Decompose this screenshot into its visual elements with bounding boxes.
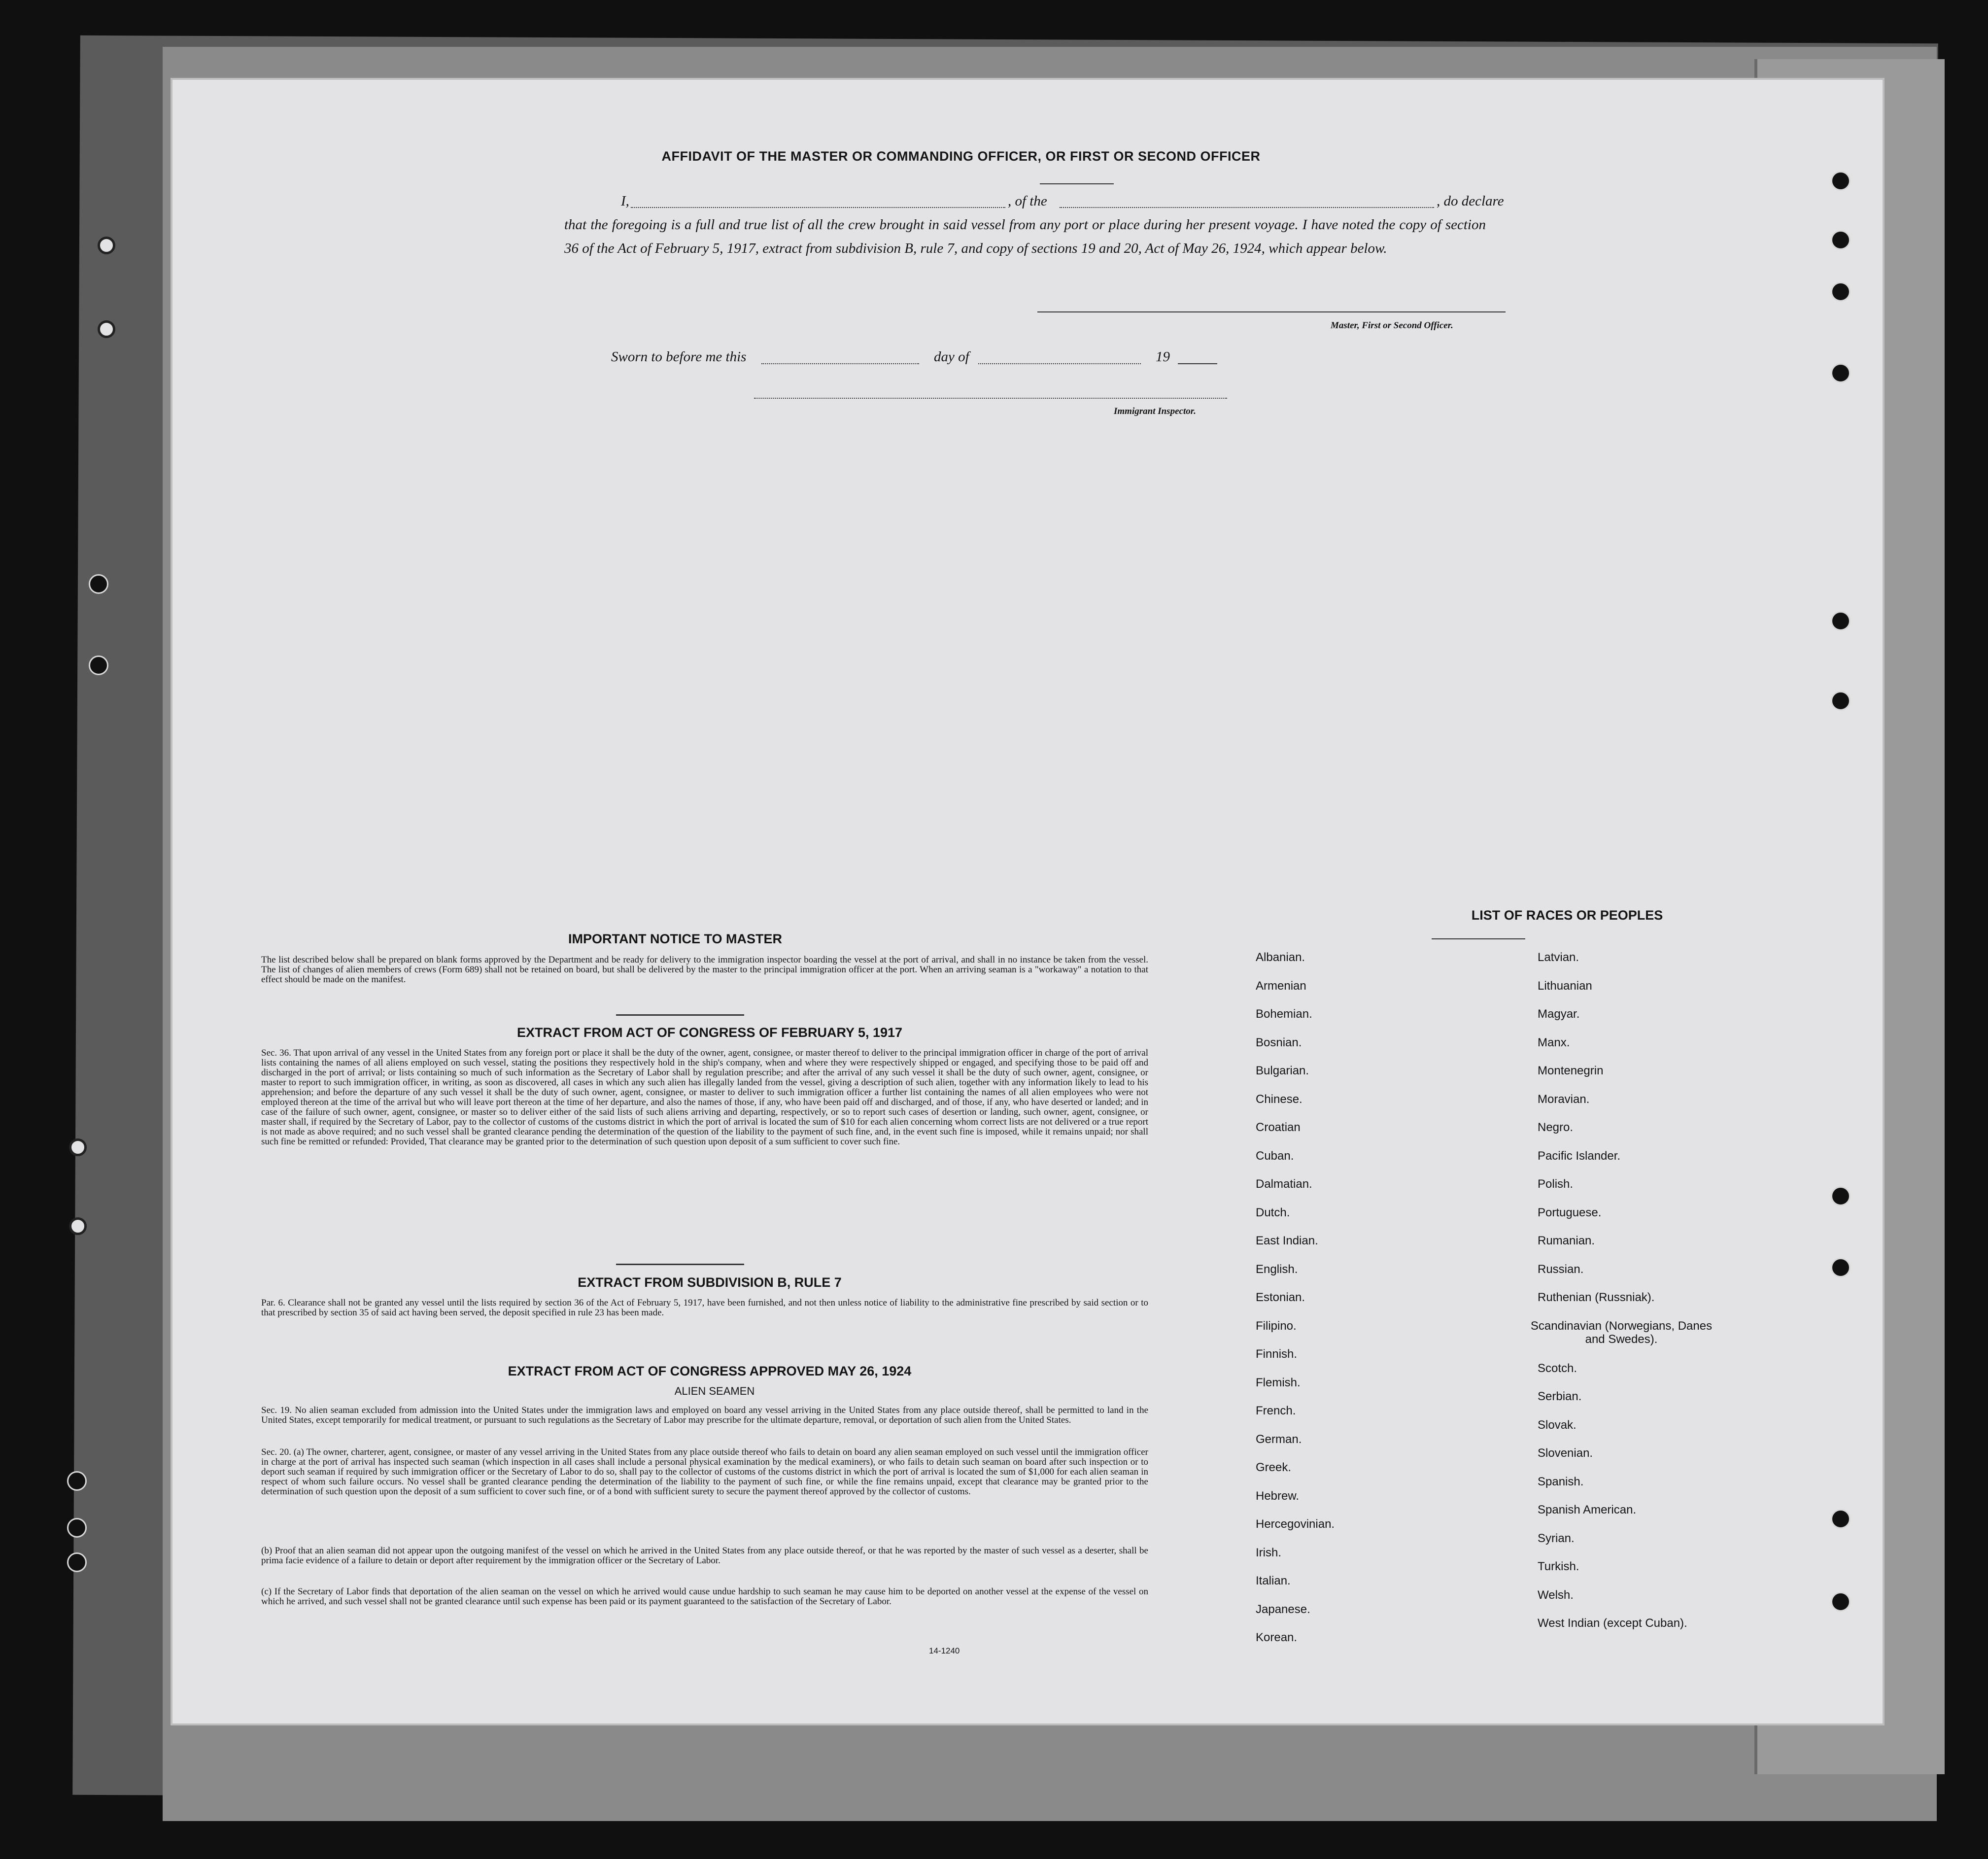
race-item: Croatian <box>1256 1121 1301 1134</box>
binder-hole <box>1831 1258 1851 1277</box>
race-item: Manx. <box>1538 1035 1570 1049</box>
binder-hole <box>98 237 115 254</box>
race-item: Welsh. <box>1538 1588 1574 1602</box>
race-item: Albanian. <box>1256 951 1305 964</box>
race-item: Turkish. <box>1538 1560 1579 1574</box>
sworn-month-field-line[interactable] <box>978 363 1141 364</box>
race-item: Filipino. <box>1256 1319 1297 1333</box>
binder-hole <box>89 574 108 594</box>
races-title: LIST OF RACES OR PEOPLES <box>1471 908 1663 923</box>
binder-hole <box>1831 1509 1851 1529</box>
extract-1924-sec20c: (c) If the Secretary of Labor finds that deportation of the alien seaman on the vessel on which he arrived would cause undue hardship to such seaman he may cause him to be deported on another vessel at the expense of the vessel on which he arrived, and such vessel shall not be granted clearance until such expense has been paid or its payment guaranteed to the satisfaction of the Secretary of Labor. <box>261 1586 1148 1607</box>
binder-hole <box>1831 691 1851 711</box>
race-item: Slovenian. <box>1538 1446 1593 1460</box>
binder-hole <box>89 655 108 675</box>
extract-1917-text: Sec. 36. That upon arrival of any vessel in the United States from any foreign port or place it shall be the duty of the owner, agent, consignee, or master thereof to deliver to the principal immigration officer in charge of the port of arrival lists containing the names of all aliens employed on such vessel, stating the positions they respectively hold in the ship's company, when and where they were respectively shipped or engaged, and specifying those to be paid off and discharged in the port of arrival; or lists containing so much of such information as the Secretary of Labor shall by regulation prescribe; and after the arrival of any such vessel it shall be the duty of such owner, agent, consignee, or master to report to such immigration officer, in writing, as soon as discovered, all cases in which any such alien has illegally landed from the vessel, giving a description of such alien, together with any information likely to lead to his apprehension; and before the departure of any such vessel it shall be the duty of such owner, agent, consignee, or master to deliver to such immigration officer a further list containing the names of all alien employees who were not employed thereon at the time of the arrival but who will leave port thereon at the time of her departure, and also the names of those, if any, who have been paid off and discharged, and of those, if any, who have deserted or landed; and in case of the failure of such owner, agent, consignee, or master so to deliver either of the said lists of such aliens arriving and departing, respectively, or so to report such cases of desertion or landing, such owner, agent, consignee, or master shall, if required by the Secretary of Labor, pay to the collector of customs of the customs district in which the port of arrival is located the sum of $10 for each alien concerning whom correct lists are not delivered or a true report is not made as above required; and no such vessel shall be granted clearance pending the determination of the question of the liability to the payment of such fine, and, in the event such fine is imposed, while it remains unpaid; nor shall such fine be remitted or refunded: Provided, That clearance may be granted prior to the determination of such question upon deposit of a sum sufficient to cover such fine. <box>261 1048 1148 1147</box>
extract-1924-sec19: Sec. 19. No alien seaman excluded from admission into the United States under the immigration laws and employed on board any vessel arriving in the United States from any place outside thereof, shall be permitted to land in the United States, except temporarily for medical treatment, or pursuant to such regulations as the Secretary of Labor may prescribe for the ultimate departure, removal, or deportation of such alien from the United States. <box>261 1405 1148 1425</box>
sworn-day-field-line[interactable] <box>761 363 919 364</box>
master-signature-line[interactable] <box>1037 311 1506 312</box>
race-item: Rumanian. <box>1538 1234 1595 1247</box>
race-item: Lithuanian <box>1538 979 1592 993</box>
race-item: Bulgarian. <box>1256 1064 1309 1077</box>
race-item: Portuguese. <box>1538 1205 1602 1219</box>
race-item: Pacific Islander. <box>1538 1149 1621 1163</box>
vessel-field-line[interactable] <box>1060 207 1434 208</box>
binder-hole <box>1831 230 1851 250</box>
binder-hole <box>67 1552 87 1572</box>
race-item: Magyar. <box>1538 1007 1580 1021</box>
year-prefix: 19 <box>1156 349 1170 365</box>
race-item: Bohemian. <box>1256 1007 1312 1021</box>
affidavit-of-label: , of the <box>1008 193 1047 209</box>
extract-1924-sec20a: Sec. 20. (a) The owner, charterer, agent, consignee, or master of any vessel arriving in the United States from any place outside thereof who fails to detain on board any alien seaman employed on such vessel until the immigration officer in charge at the port of arrival has inspected such seaman (which inspection in all cases shall include a personal physical examination by the medical examiners), or who fails to detain such seaman on board after such inspection or to deport such seaman if required by such immigration officer or the Secretary of Labor to do so, shall pay to the collector of customs of the customs district in which the port of arrival is located the sum of $1,000 for each alien seaman in respect of whom such failure occurs. No vessel shall be granted clearance pending the determination of the liability to the payment of such fine, or while the fine remains unpaid, except that clearance may be granted prior to the determination of such question upon the deposit of a sum sufficient to cover such fine, or of a bond with sufficient surety to secure the payment thereof approved by the collector of customs. <box>261 1447 1148 1497</box>
race-item: Chinese. <box>1256 1092 1302 1106</box>
form-number: 14-1240 <box>929 1646 960 1655</box>
race-item: Syrian. <box>1538 1531 1575 1545</box>
manifest-page <box>172 80 1883 1723</box>
race-item: Negro. <box>1538 1121 1574 1134</box>
extract-1917-title: EXTRACT FROM ACT OF CONGRESS OF FEBRUARY 5, 1917 <box>516 1025 903 1040</box>
race-item: Cuban. <box>1256 1149 1294 1163</box>
race-item: Moravian. <box>1538 1092 1590 1106</box>
notice-text: The list described below shall be prepared on blank forms approved by the Department and be ready for delivery to the immigration inspector boarding the vessel at the port of arrival, and shall in no instance be taken from the vessel. The list of changes of alien members of crews (Form 689) shall not be retained on board, but shall be delivered by the master to the principal immigration officer at the port. When an arriving seaman is a "workaway" a notation to that effect should be made on the manifest. <box>261 955 1148 985</box>
affidavit-title: AFFIDAVIT OF THE MASTER OR COMMANDING OFFICER, OR FIRST OR SECOND OFFICER <box>661 149 1261 164</box>
race-item: Dalmatian. <box>1256 1177 1312 1191</box>
extract-rule7-title: EXTRACT FROM SUBDIVISION B, RULE 7 <box>578 1275 842 1290</box>
race-item: Russian. <box>1538 1262 1584 1276</box>
affidavit-declare-label: , do declare <box>1437 193 1504 209</box>
race-item: English. <box>1256 1262 1298 1276</box>
race-item: Finnish. <box>1256 1347 1298 1361</box>
race-item: German. <box>1256 1432 1302 1446</box>
race-item: Hercegovinian. <box>1256 1517 1335 1531</box>
divider <box>1040 183 1114 184</box>
race-item: Dutch. <box>1256 1205 1290 1219</box>
year-field-line[interactable] <box>1178 363 1217 364</box>
inspector-signature-line[interactable] <box>754 398 1227 399</box>
race-item: Spanish. <box>1538 1475 1584 1488</box>
race-item: Scotch. <box>1538 1361 1577 1375</box>
race-item: Greek. <box>1256 1461 1292 1474</box>
race-item: Irish. <box>1256 1546 1282 1559</box>
race-item: Polish. <box>1538 1177 1574 1191</box>
race-item: East Indian. <box>1256 1234 1318 1247</box>
extract-1924-subtitle: ALIEN SEAMEN <box>674 1385 755 1397</box>
race-item: Bosnian. <box>1256 1035 1302 1049</box>
race-item: Spanish American. <box>1538 1503 1637 1517</box>
binder-hole <box>98 320 115 338</box>
binder-hole <box>1831 363 1851 383</box>
name-field-line[interactable] <box>631 207 1005 208</box>
race-item: Slovak. <box>1538 1418 1577 1432</box>
extract-1924-title: EXTRACT FROM ACT OF CONGRESS APPROVED MAY 26, 1924 <box>508 1364 912 1378</box>
race-item: Japanese. <box>1256 1602 1310 1616</box>
affidavit-i-label: I, <box>621 193 629 209</box>
binder-hole <box>1831 171 1851 191</box>
binder-hole <box>1831 282 1851 302</box>
race-item: Italian. <box>1256 1574 1291 1587</box>
binder-hole <box>1831 1186 1851 1206</box>
inspector-signature-label: Immigrant Inspector. <box>1114 406 1196 416</box>
race-item: West Indian (except Cuban). <box>1538 1617 1687 1630</box>
race-item: Scandinavian (Norwegians, Danes and Swedes). <box>1530 1319 1713 1346</box>
race-item: Ruthenian (Russniak). <box>1538 1291 1655 1304</box>
race-item: Armenian <box>1256 979 1306 993</box>
binder-hole <box>69 1138 87 1156</box>
extract-rule7-text: Par. 6. Clearance shall not be granted any vessel until the lists required by section 36 of the Act of February 5, 1917, have been furnished, and not then unless notice of liability to the administrative fine prescribed by said section or to that prescribed by section 35 of said act having been served, the deposit specified in rule 23 has been made. <box>261 1298 1148 1318</box>
race-item: Montenegrin <box>1538 1064 1604 1077</box>
binder-hole <box>1831 611 1851 631</box>
binder-hole <box>1831 1592 1851 1612</box>
race-item: Hebrew. <box>1256 1489 1300 1503</box>
race-item: Serbian. <box>1538 1390 1582 1404</box>
extract-1924-sec20b: (b) Proof that an alien seaman did not appear upon the outgoing manifest of the vessel on which he arrived in the United States from any place outside thereof, or that he was reported by the master of such vessel as a deserter, shall be prima facie evidence of a failure to detain or deport after requirement by the immigration officer or the Secretary of Labor. <box>261 1546 1148 1566</box>
sworn-label: Sworn to before me this <box>611 349 747 365</box>
race-item: Flemish. <box>1256 1376 1301 1389</box>
binder-hole <box>67 1471 87 1491</box>
race-item: Latvian. <box>1538 951 1579 964</box>
notice-title: IMPORTANT NOTICE TO MASTER <box>568 931 782 946</box>
affidavit-body: that the foregoing is a full and true list of all the crew brought in said vessel from any port or place during her present voyage. I have noted the copy of section 36 of the Act of February 5, 1917, extract from subdivision B, rule 7, and copy of sections 19 and 20, Act of May 26, 1924, which appear below. <box>564 217 1486 256</box>
divider <box>1432 938 1525 939</box>
day-of-label: day of <box>934 349 969 365</box>
divider <box>616 1264 744 1265</box>
master-signature-label: Master, First or Second Officer. <box>1331 320 1453 331</box>
divider <box>616 1014 744 1016</box>
race-item: Korean. <box>1256 1631 1298 1644</box>
race-item: French. <box>1256 1404 1296 1417</box>
binder-hole <box>67 1518 87 1538</box>
race-item: Estonian. <box>1256 1291 1305 1304</box>
binder-hole <box>69 1217 87 1235</box>
